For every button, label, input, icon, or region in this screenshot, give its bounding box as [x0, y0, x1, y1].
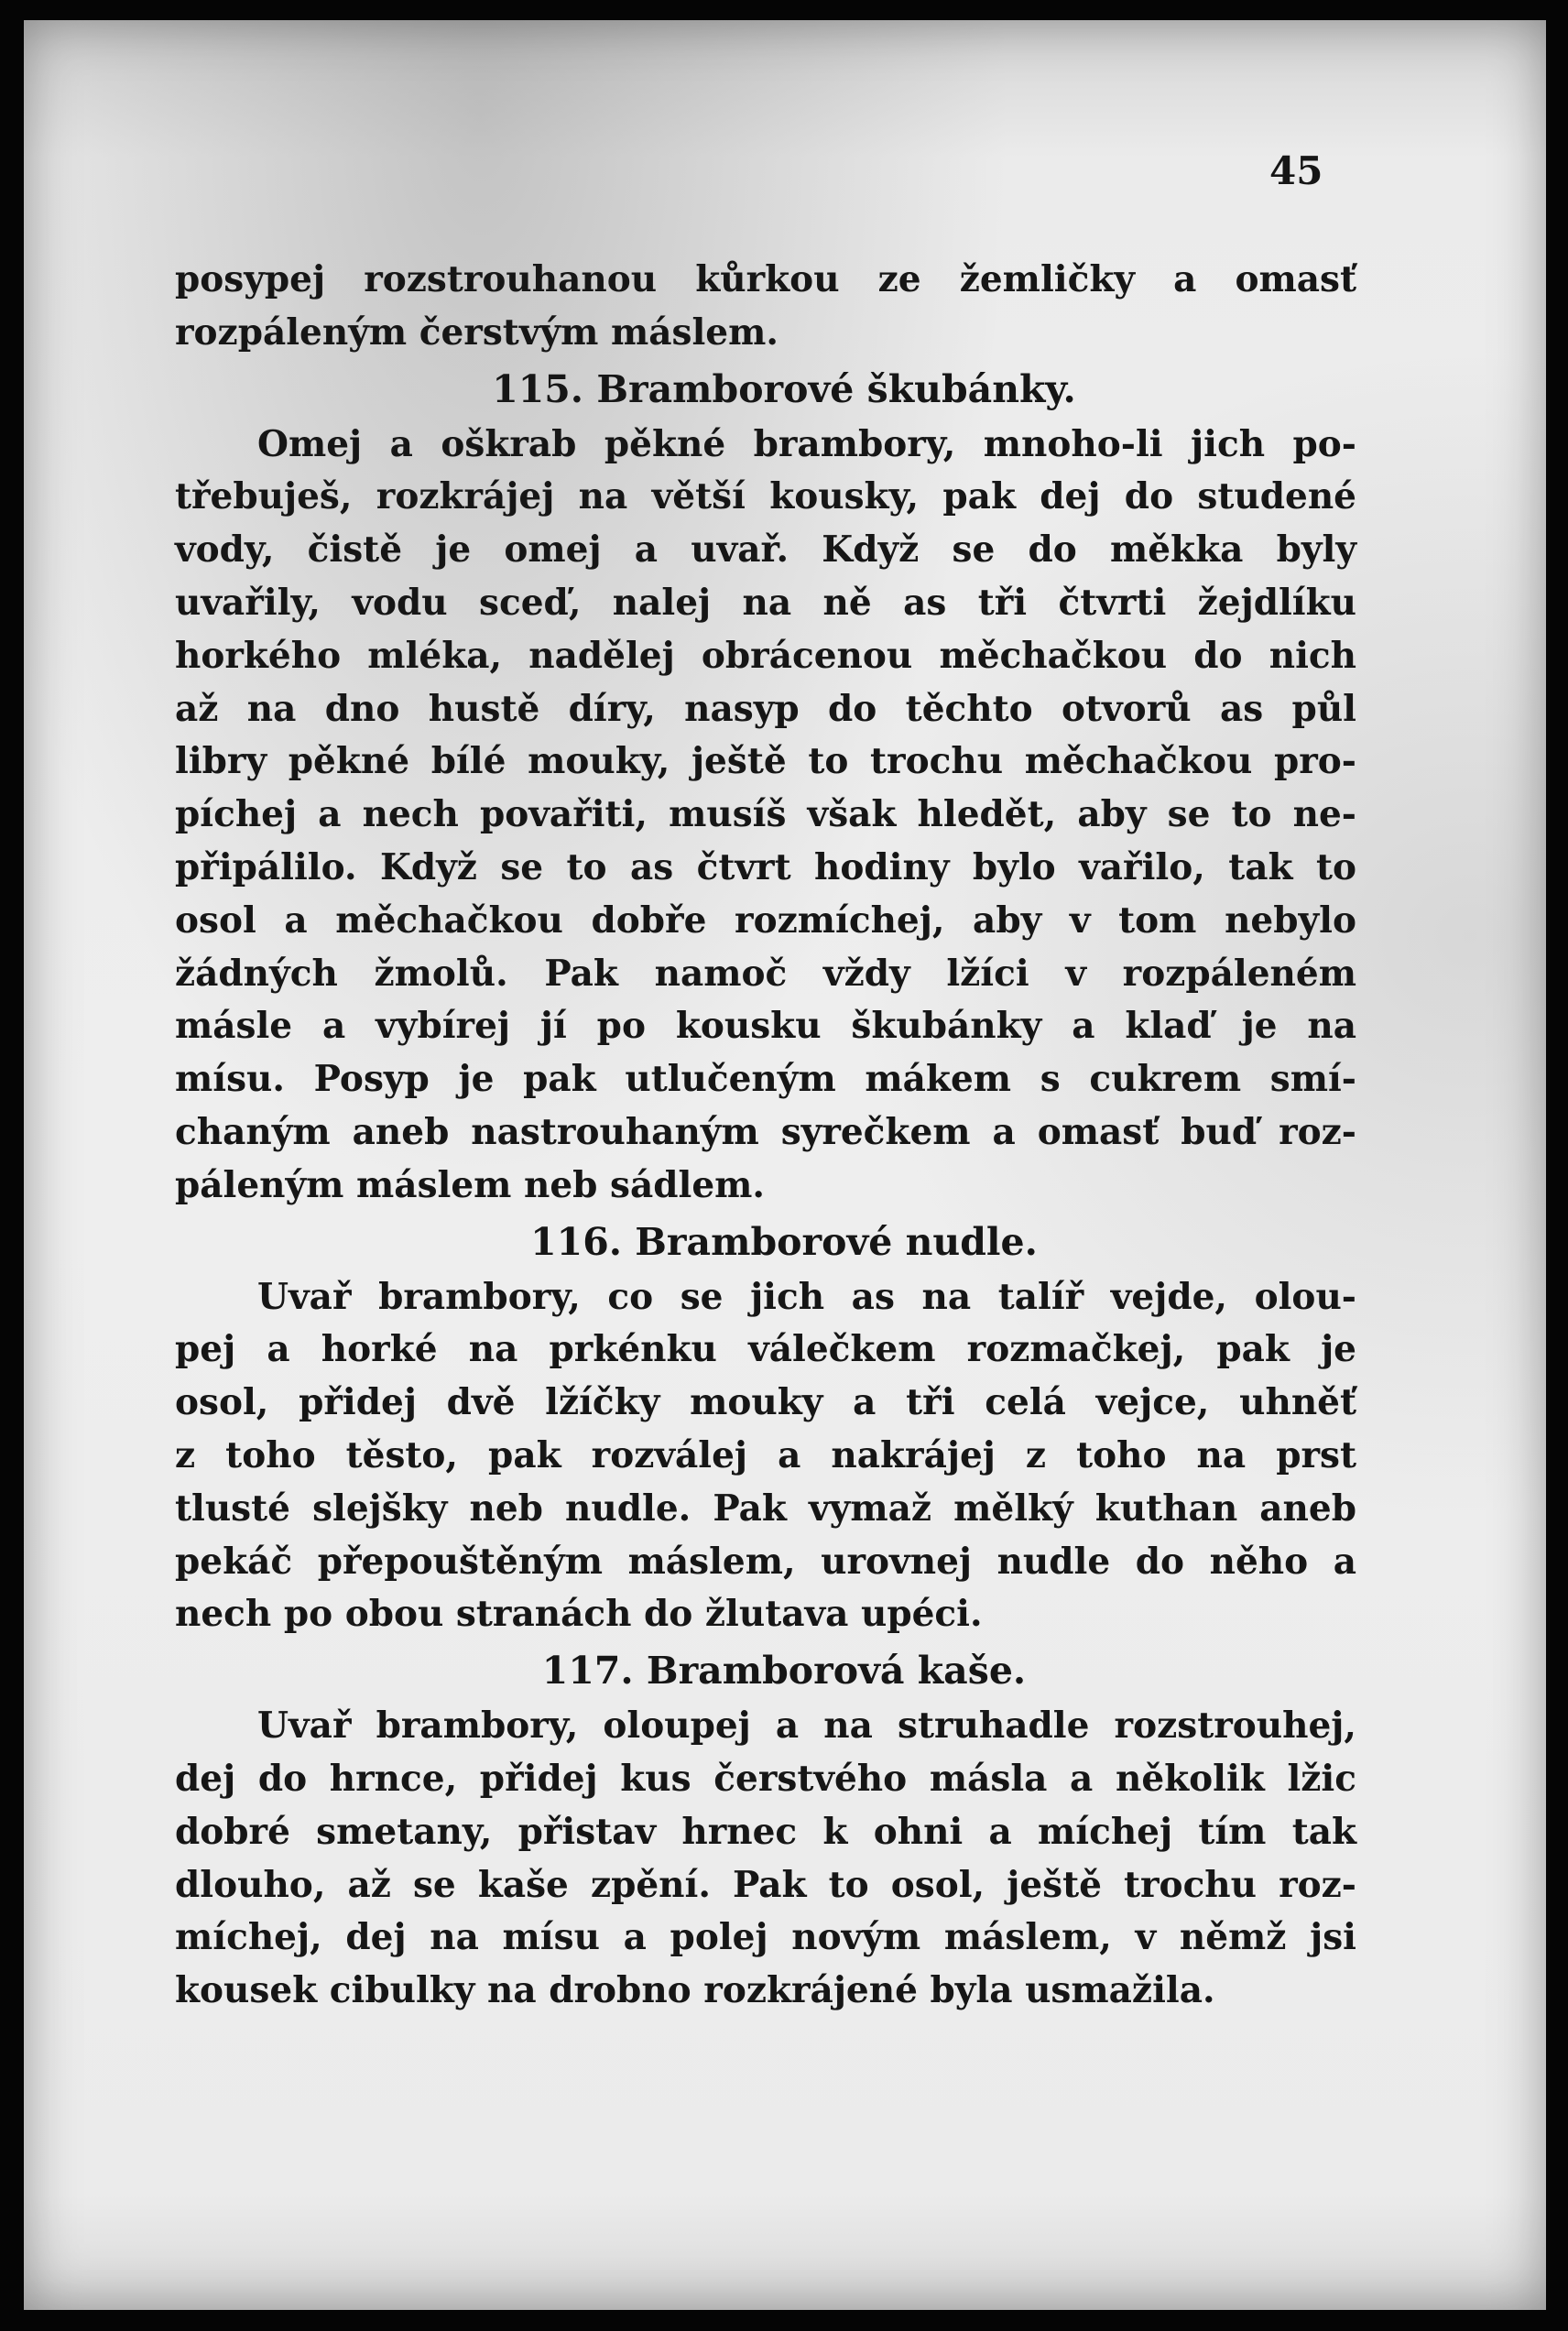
text-line: vody, čistě je omej a uvař. Když se do měkka byly [175, 528, 1356, 572]
text-line: tlusté slejšky neb nudle. Pak vymaž mělký kuthan aneb [175, 1487, 1356, 1530]
text-line: dej do hrnce, přidej kus čerstvého másla a několik lžic [175, 1757, 1356, 1800]
text-line: třebuješ, rozkrájej na větší kousky, pak dej do studené [175, 475, 1356, 518]
text-line: z toho těsto, pak rozválej a nakrájej z toho na prst [175, 1433, 1356, 1476]
text-line: másle a vybírej jí po kousku škubánky a klaď je na [175, 1005, 1356, 1048]
recipe-paragraph [175, 419, 1356, 1213]
text-line: páleným máslem neb sádlem. [175, 1163, 765, 1206]
recipe-heading: 116. Bramborové nudle. [530, 1219, 1038, 1264]
page-number: 45 [1269, 148, 1323, 193]
text-line: Uvař brambory, oloupej a na struhadle rozstrouhej, [257, 1705, 1356, 1748]
text-line: mísu. Posyp je pak utlučeným mákem s cukrem smí- [175, 1058, 1356, 1101]
text-line: kousek cibulky na drobno rozkrájené byla usmažila. [175, 1969, 1215, 2012]
text-line: libry pěkné bílé mouky, ještě to trochu měchačkou pro- [175, 740, 1356, 783]
book-page [24, 20, 1546, 2310]
text-line: rozpáleným čerstvým máslem. [175, 310, 779, 354]
text-line: osol a měchačkou dobře rozmíchej, aby v tom nebylo [175, 899, 1356, 942]
text-line: pekáč přepouštěným máslem, urovnej nudle do něho a [175, 1540, 1356, 1583]
text-line: píchej a nech povařiti, musíš však hledět, aby se to ne- [175, 793, 1356, 836]
recipe-paragraph [175, 1700, 1356, 2018]
text-line: uvařily, vodu sceď, nalej na ně as tři čtvrti žejdlíku [175, 581, 1356, 624]
page-text [175, 254, 1356, 2018]
text-line: chaným aneb nastrouhaným syrečkem a omasť buď roz- [175, 1110, 1356, 1153]
text-line: Uvař brambory, co se jich as na talíř vejde, olou- [257, 1275, 1356, 1318]
recipe-heading: 115. Bramborové škubánky. [492, 366, 1076, 411]
text-line: posypej rozstrouhanou kůrkou ze žemličky a omasť [175, 258, 1356, 300]
text-line: horkého mléka, nadělej obrácenou měchačkou do nich [175, 634, 1356, 677]
text-line: míchej, dej na mísu a polej novým máslem, v němž jsi [175, 1916, 1356, 1959]
text-line: dobré smetany, přistav hrnec k ohni a míchej tím tak [175, 1810, 1356, 1853]
recipe-paragraph [175, 1271, 1356, 1642]
recipe-paragraph [175, 254, 1356, 360]
text-line: až na dno hustě díry, nasyp do těchto otvorů as půl [175, 687, 1356, 730]
text-line: nech po obou stranách do žlutava upéci. [175, 1593, 983, 1636]
text-line: dlouho, až se kaše zpění. Pak to osol, ještě trochu roz- [175, 1863, 1356, 1906]
text-line: připálilo. Když se to as čtvrt hodiny bylo vařilo, tak to [175, 845, 1356, 888]
text-line: osol, přidej dvě lžíčky mouky a tři celá vejce, uhněť [175, 1381, 1356, 1424]
text-line: Omej a oškrab pěkné brambory, mnoho-li jich po- [257, 422, 1356, 465]
text-line: pej a horké na prkénku válečkem rozmačkej, pak je [175, 1328, 1356, 1371]
text-line: žádných žmolů. Pak namoč vždy lžíci v rozpáleném [175, 952, 1356, 995]
recipe-heading: 117. Bramborová kaše. [541, 1649, 1027, 1694]
